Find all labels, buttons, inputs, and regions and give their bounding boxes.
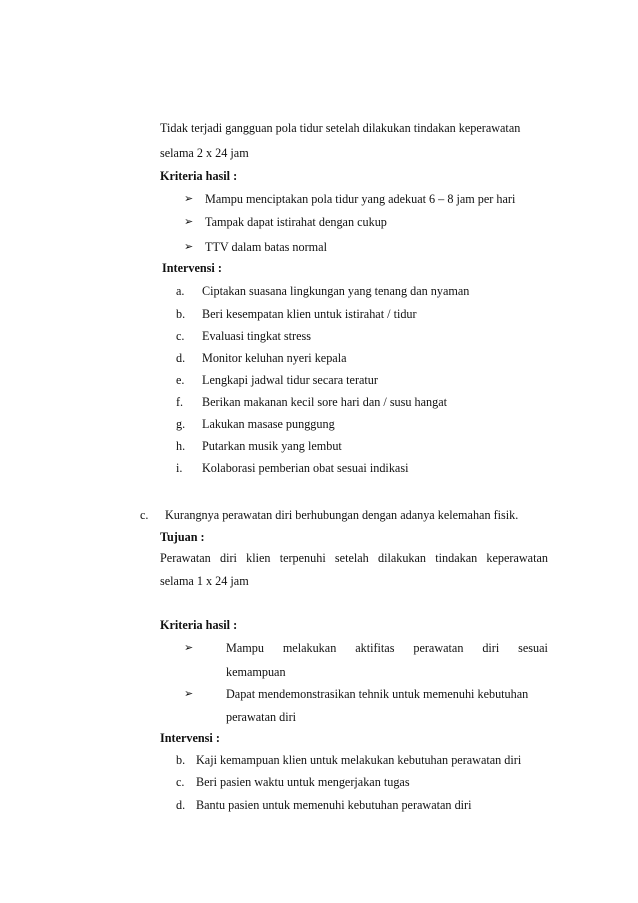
criteria-item: Mampu menciptakan pola tidur yang adekuat 6 – 8 jam per hari — [205, 192, 516, 206]
intervention-item: Beri kesempatan klien untuk istirahat / tidur — [202, 307, 417, 321]
goal-line-2: selama 2 x 24 jam — [160, 146, 249, 160]
word: dilakukan — [377, 551, 427, 565]
word: Mampu — [226, 641, 264, 655]
intervention-letter: e. — [176, 373, 185, 387]
intervention-item: Lengkapi jadwal tidur secara teratur — [202, 373, 378, 387]
goal-line-1 — [160, 550, 548, 566]
intervention-heading: Intervensi : — [160, 731, 220, 745]
word: perawatan — [413, 641, 464, 655]
word: setelah — [334, 551, 369, 565]
criteria-item: Tampak dapat istirahat dengan cukup — [205, 215, 387, 229]
intervention-item: Beri pasien waktu untuk mengerjakan tugas — [196, 775, 410, 789]
word: tindakan — [435, 551, 478, 565]
arrow-bullet-icon: ➢ — [184, 192, 194, 205]
criteria-item-continuation: kemampuan — [226, 665, 286, 679]
word: terpenuhi — [279, 551, 326, 565]
intervention-letter: b. — [176, 307, 186, 321]
intervention-letter: h. — [176, 439, 186, 453]
arrow-bullet-icon: ➢ — [184, 215, 194, 228]
word: sesuai — [518, 641, 548, 655]
intervention-item: Evaluasi tingkat stress — [202, 329, 311, 343]
goal-line-2: selama 1 x 24 jam — [160, 574, 249, 588]
diagnosis-text: Kurangnya perawatan diri berhubungan dengan adanya kelemahan fisik. — [165, 508, 519, 522]
criteria-item: TTV dalam batas normal — [205, 240, 327, 254]
intervention-letter: d. — [176, 798, 186, 812]
intervention-letter: a. — [176, 284, 185, 298]
word: Perawatan — [160, 551, 211, 565]
criteria-heading: Kriteria hasil : — [160, 618, 238, 632]
arrow-bullet-icon: ➢ — [184, 240, 194, 253]
word: melakukan — [282, 641, 337, 655]
section-letter: c. — [140, 508, 149, 522]
word: keperawatan — [486, 551, 548, 565]
word: diri — [219, 551, 237, 565]
criteria-heading: Kriteria hasil : — [160, 169, 238, 183]
intervention-heading: Intervensi : — [162, 261, 222, 275]
intervention-item: Monitor keluhan nyeri kepala — [202, 351, 347, 365]
criteria-item — [226, 640, 548, 656]
word: klien — [246, 551, 271, 565]
intervention-letter: d. — [176, 351, 186, 365]
goal-line-1: Tidak terjadi gangguan pola tidur setelah dilakukan tindakan keperawatan — [160, 121, 521, 135]
word: diri — [482, 641, 500, 655]
intervention-letter: g. — [176, 417, 186, 431]
intervention-item: Ciptakan suasana lingkungan yang tenang dan nyaman — [202, 284, 470, 298]
intervention-item: Berikan makanan kecil sore hari dan / susu hangat — [202, 395, 448, 409]
intervention-item: Lakukan masase punggung — [202, 417, 335, 431]
arrow-bullet-icon: ➢ — [184, 687, 194, 700]
goal-heading: Tujuan : — [160, 530, 205, 544]
intervention-letter: b. — [176, 753, 186, 767]
word: aktifitas — [355, 641, 395, 655]
intervention-letter: f. — [176, 395, 184, 409]
intervention-letter: c. — [176, 329, 185, 343]
intervention-item: Bantu pasien untuk memenuhi kebutuhan perawatan diri — [196, 798, 472, 812]
criteria-item: Dapat mendemonstrasikan tehnik untuk memenuhi kebutuhan — [226, 687, 529, 701]
intervention-item: Kaji kemampuan klien untuk melakukan kebutuhan perawatan diri — [196, 753, 522, 767]
intervention-item: Putarkan musik yang lembut — [202, 439, 342, 453]
intervention-letter: c. — [176, 775, 185, 789]
intervention-letter: i. — [176, 461, 183, 475]
arrow-bullet-icon: ➢ — [184, 641, 194, 654]
intervention-item: Kolaborasi pemberian obat sesuai indikasi — [202, 461, 409, 475]
criteria-item-continuation: perawatan diri — [226, 710, 297, 724]
